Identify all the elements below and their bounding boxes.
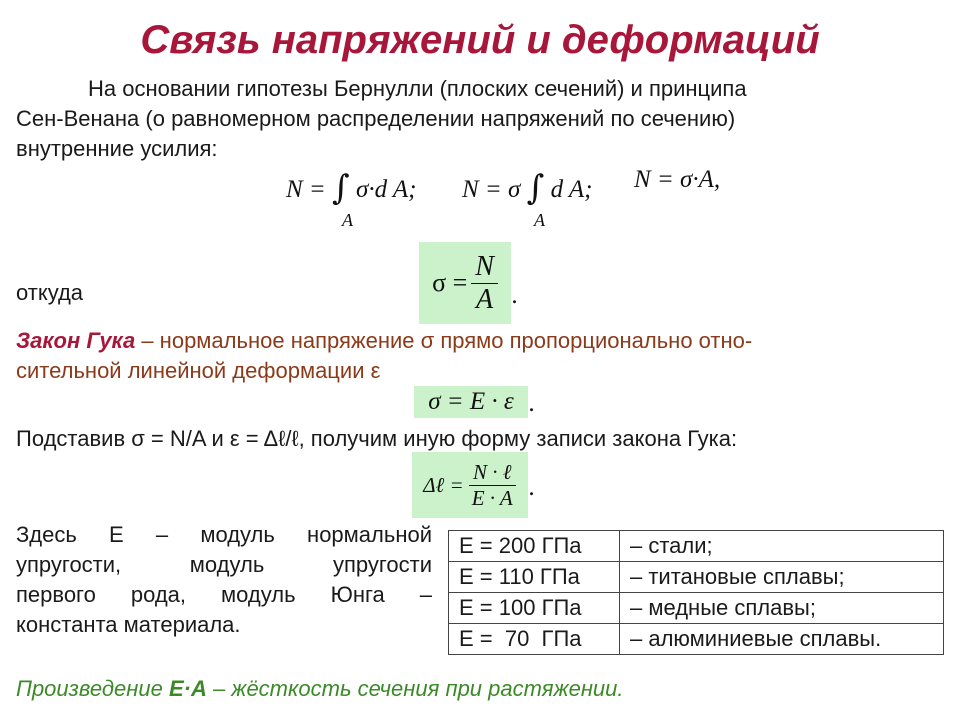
formula-3: N = σ·A, — [634, 166, 721, 193]
table-row — [449, 562, 944, 593]
formula-2-lhs: N = σ — [462, 176, 521, 203]
formula-2-body: d A; — [550, 176, 593, 203]
stiffness-prefix: Произведение — [16, 676, 169, 701]
moduli-table — [448, 530, 944, 655]
stress-formula — [419, 242, 511, 324]
stress-formula-lhs: σ = — [432, 268, 468, 297]
page-title: Связь напряжений и деформаций — [140, 18, 820, 62]
hooke-law-line-1 — [16, 326, 752, 356]
table-row — [449, 593, 944, 624]
material-cell: – стали; — [620, 531, 944, 562]
modulus-value-cell: E = 100 ГПа — [449, 593, 620, 624]
elongation-formula-dot: . — [529, 474, 536, 501]
elongation-numerator: N · ℓ — [469, 460, 516, 486]
integral-symbol: ∫ — [526, 168, 545, 208]
formula-1-lhs: N = — [286, 176, 326, 203]
hooke-law-text-1: – нормальное напряжение σ прямо пропорционально отно- — [135, 328, 753, 353]
modulus-value-cell: E = 110 ГПа — [449, 562, 620, 593]
stress-denominator: A — [476, 283, 494, 315]
stress-fraction — [471, 251, 498, 316]
table-row — [449, 624, 944, 655]
hooke-formula: σ = E · ε — [414, 386, 528, 418]
material-cell: – медные сплавы; — [620, 593, 944, 624]
formula-1-body: σ·d A; — [356, 176, 417, 203]
stiffness-statement — [16, 674, 624, 704]
formula-1-subscript: A — [342, 210, 353, 230]
intro-line-1: На основании гипотезы Бернулли (плоских сечений) и принципа — [88, 76, 747, 101]
stress-formula-dot: . — [512, 282, 519, 309]
whence-label: откуда — [16, 280, 84, 305]
material-cell: – титановые сплавы; — [620, 562, 944, 593]
modulus-desc-line-2: упругости, модуль упругости — [16, 552, 432, 577]
modulus-desc-line-3: первого рода, модуль Юнга – — [16, 582, 432, 607]
modulus-desc-line-1: Здесь E – модуль нормальной — [16, 522, 432, 547]
elongation-formula — [412, 452, 528, 518]
hooke-law-line-2: сительной линейной деформации ε — [16, 358, 381, 383]
intro-line-3: внутренние усилия: — [16, 136, 218, 161]
formula-1 — [286, 166, 417, 206]
formula-2 — [462, 166, 593, 206]
substitution-text: Подставив σ = N/A и ε = Δℓ/ℓ, получим иную форму записи закона Гука: — [16, 426, 738, 451]
material-cell: – алюминиевые сплавы. — [620, 624, 944, 655]
elongation-denominator: E · A — [471, 485, 513, 510]
modulus-value-cell: E = 200 ГПа — [449, 531, 620, 562]
stiffness-term: E·A — [168, 676, 207, 701]
stress-numerator: N — [471, 251, 498, 284]
formula-2-subscript: A — [534, 210, 545, 230]
hooke-law-term: Закон Гука — [16, 328, 136, 353]
integral-symbol: ∫ — [332, 168, 350, 208]
intro-line-2: Сен-Венана (о равномерном распределении напряжений по сечению) — [16, 106, 736, 131]
elongation-lhs: Δℓ = — [423, 472, 464, 497]
elongation-fraction — [468, 460, 517, 511]
modulus-value-cell: E = 70 ГПа — [449, 624, 620, 655]
hooke-formula-dot: . — [529, 390, 536, 417]
modulus-desc-line-4: константа материала. — [16, 612, 241, 637]
stiffness-suffix: – жёсткость сечения при растяжении. — [206, 676, 624, 701]
table-row — [449, 531, 944, 562]
